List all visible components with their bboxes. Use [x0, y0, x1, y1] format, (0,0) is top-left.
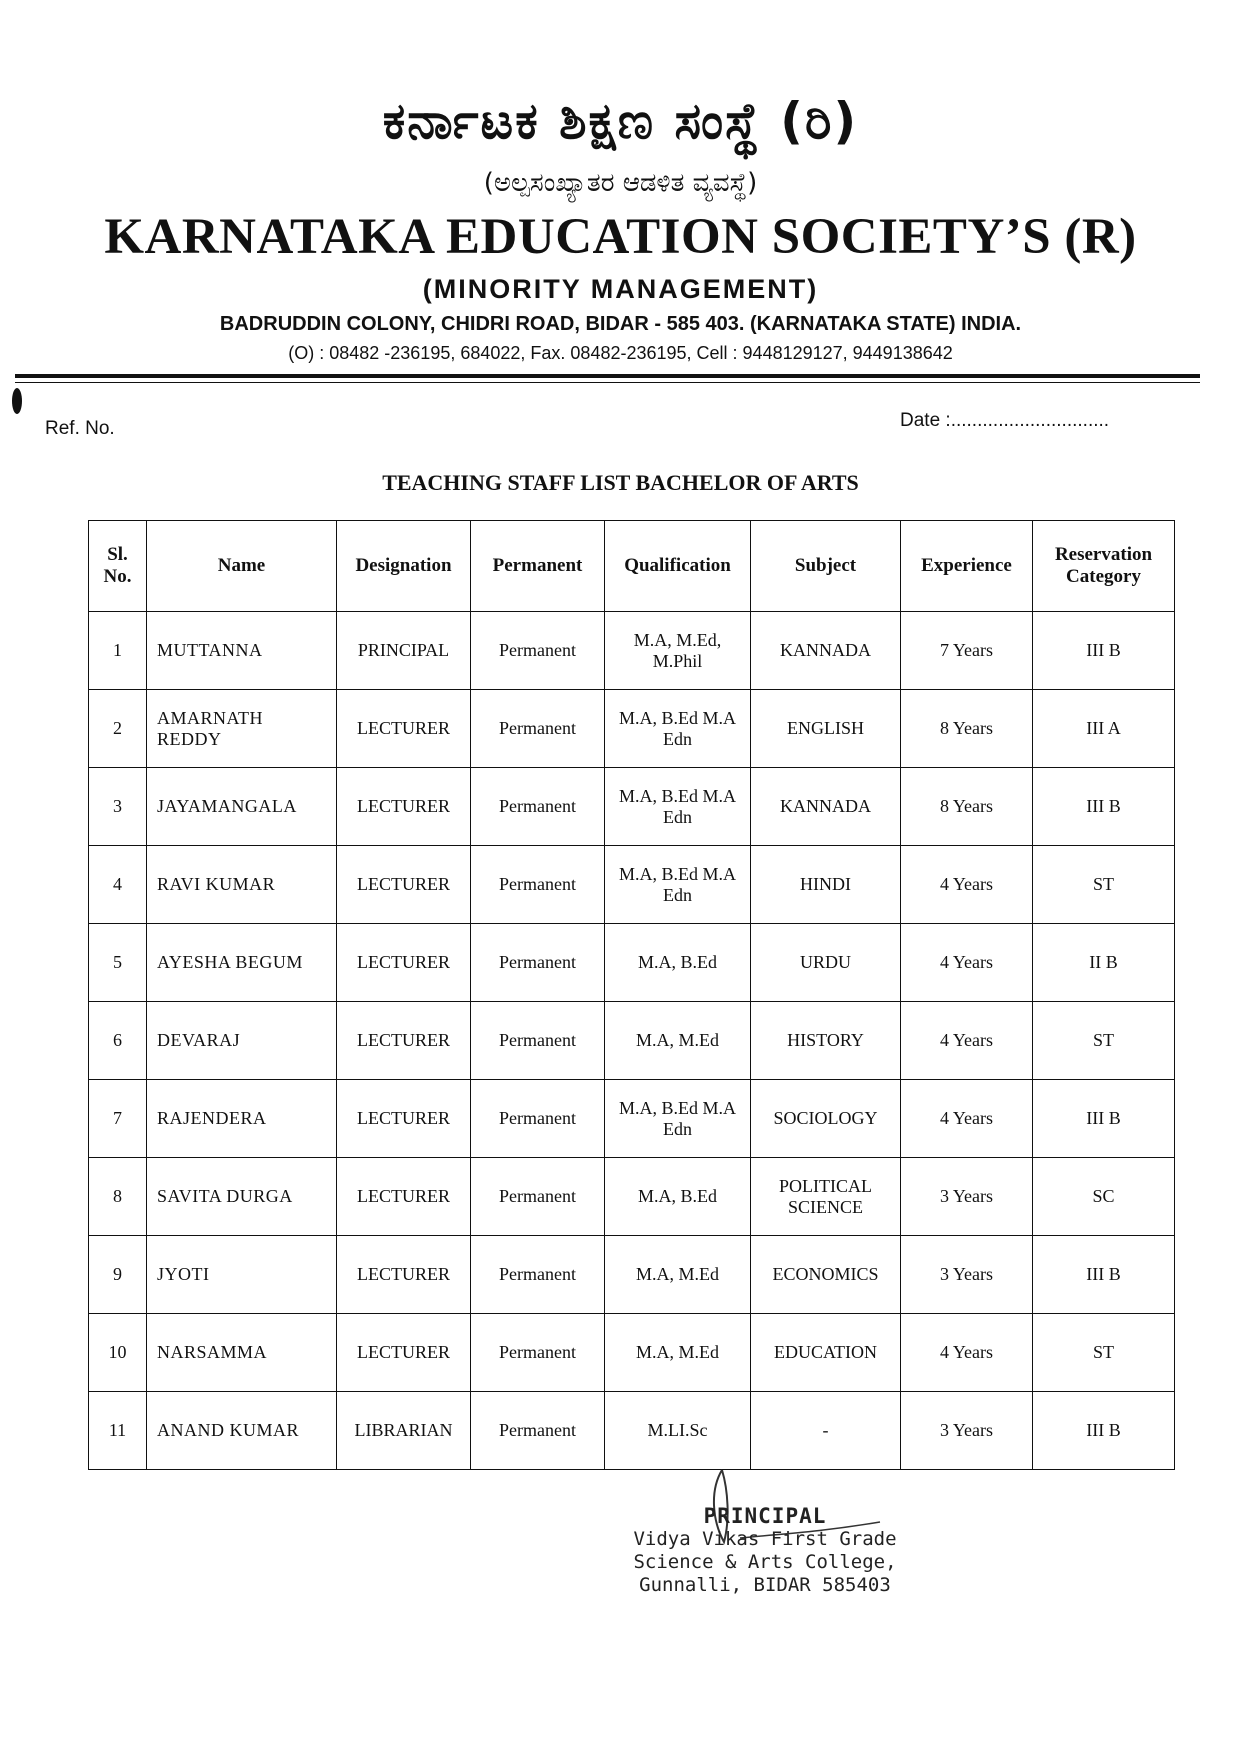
- table-cell: RAJENDERA: [147, 1080, 337, 1158]
- table-row: [89, 1314, 1175, 1392]
- kannada-subtitle: (ಅಲ್ಪಸಂಖ್ಯಾತರ ಆಡಳಿತ ವ್ಯವಸ್ಥೆ): [483, 168, 758, 198]
- table-cell: II B: [1033, 924, 1175, 1002]
- table-cell: M.LI.Sc: [605, 1392, 751, 1470]
- table-cell: Permanent: [471, 1080, 605, 1158]
- table-cell: Permanent: [471, 1158, 605, 1236]
- table-cell: III B: [1033, 1080, 1175, 1158]
- table-cell: III B: [1033, 1392, 1175, 1470]
- table-cell: MUTTANNA: [147, 612, 337, 690]
- table-cell: LECTURER: [337, 690, 471, 768]
- stamp-line: Science & Arts College,: [633, 1551, 897, 1573]
- table-cell: -: [751, 1392, 901, 1470]
- table-cell: ST: [1033, 1002, 1175, 1080]
- table-cell: SC: [1033, 1158, 1175, 1236]
- table-cell: Permanent: [471, 1236, 605, 1314]
- table-cell: M.A, B.Ed M.A Edn: [605, 768, 751, 846]
- table-cell: LECTURER: [337, 924, 471, 1002]
- table-cell: RAVI KUMAR: [147, 846, 337, 924]
- table-cell: AMARNATH REDDY: [147, 690, 337, 768]
- rule-ornament: [12, 388, 22, 414]
- table-cell: Permanent: [471, 1314, 605, 1392]
- table-cell: JAYAMANGALA: [147, 768, 337, 846]
- table-cell: SAVITA DURGA: [147, 1158, 337, 1236]
- column-header: Qualification: [605, 521, 751, 612]
- table-cell: 9: [89, 1236, 147, 1314]
- table-cell: SOCIOLOGY: [751, 1080, 901, 1158]
- column-header: Experience: [901, 521, 1033, 612]
- table-cell: III B: [1033, 1236, 1175, 1314]
- table-cell: 3 Years: [901, 1392, 1033, 1470]
- table-cell: Permanent: [471, 846, 605, 924]
- staff-table: [88, 520, 1175, 1470]
- table-cell: Permanent: [471, 924, 605, 1002]
- table-cell: LECTURER: [337, 1158, 471, 1236]
- table-cell: M.A, M.Ed: [605, 1236, 751, 1314]
- table-cell: LIBRARIAN: [337, 1392, 471, 1470]
- table-cell: HINDI: [751, 846, 901, 924]
- principal-stamp: [600, 1505, 930, 1597]
- table-header-row: [89, 521, 1175, 612]
- table-cell: NARSAMMA: [147, 1314, 337, 1392]
- table-cell: LECTURER: [337, 1080, 471, 1158]
- table-cell: M.A, M.Ed: [605, 1314, 751, 1392]
- table-cell: Permanent: [471, 1392, 605, 1470]
- table-cell: 7: [89, 1080, 147, 1158]
- table-cell: 6: [89, 1002, 147, 1080]
- table-cell: PRINCIPAL: [337, 612, 471, 690]
- table-cell: 4: [89, 846, 147, 924]
- table-cell: KANNADA: [751, 768, 901, 846]
- table-cell: POLITICAL SCIENCE: [751, 1158, 901, 1236]
- society-subtitle: (MINORITY MANAGEMENT): [422, 274, 819, 304]
- table-row: [89, 1158, 1175, 1236]
- column-header: Subject: [751, 521, 901, 612]
- table-cell: 2: [89, 690, 147, 768]
- table-cell: ST: [1033, 846, 1175, 924]
- table-cell: Permanent: [471, 690, 605, 768]
- list-title: TEACHING STAFF LIST BACHELOR OF ARTS: [382, 470, 859, 495]
- table-row: [89, 1392, 1175, 1470]
- table-cell: ST: [1033, 1314, 1175, 1392]
- table-cell: 5: [89, 924, 147, 1002]
- table-cell: M.A, B.Ed M.A Edn: [605, 1080, 751, 1158]
- table-cell: 3 Years: [901, 1158, 1033, 1236]
- column-header: Reservation Category: [1033, 521, 1175, 612]
- table-row: [89, 924, 1175, 1002]
- table-cell: ENGLISH: [751, 690, 901, 768]
- table-cell: 11: [89, 1392, 147, 1470]
- table-cell: 4 Years: [901, 1080, 1033, 1158]
- table-cell: M.A, M.Ed, M.Phil: [605, 612, 751, 690]
- column-header: Name: [147, 521, 337, 612]
- table-cell: 4 Years: [901, 1002, 1033, 1080]
- kannada-title: ಕರ್ನಾಟಕ ಶಿಕ್ಷಣ ಸಂಸ್ಥೆ (ರಿ): [382, 92, 859, 150]
- table-cell: LECTURER: [337, 846, 471, 924]
- date-label: Date :..............................: [900, 410, 1110, 431]
- column-header: Sl. No.: [89, 521, 147, 612]
- table-cell: III B: [1033, 768, 1175, 846]
- column-header: Designation: [337, 521, 471, 612]
- header-rule-thick: [15, 374, 1200, 378]
- table-row: [89, 690, 1175, 768]
- table-row: [89, 768, 1175, 846]
- table-cell: 4 Years: [901, 846, 1033, 924]
- table-cell: 7 Years: [901, 612, 1033, 690]
- table-cell: ANAND KUMAR: [147, 1392, 337, 1470]
- table-cell: 8 Years: [901, 768, 1033, 846]
- stamp-line: PRINCIPAL: [703, 1504, 827, 1528]
- table-cell: M.A, B.Ed: [605, 924, 751, 1002]
- table-cell: LECTURER: [337, 1236, 471, 1314]
- table-cell: Permanent: [471, 612, 605, 690]
- header-rule-thin: [15, 382, 1200, 383]
- stamp-line: Vidya Vikas First Grade: [633, 1528, 897, 1550]
- table-row: [89, 846, 1175, 924]
- table-row: [89, 612, 1175, 690]
- table-cell: 3 Years: [901, 1236, 1033, 1314]
- table-cell: URDU: [751, 924, 901, 1002]
- table-cell: 8: [89, 1158, 147, 1236]
- table-cell: III A: [1033, 690, 1175, 768]
- table-cell: Permanent: [471, 1002, 605, 1080]
- table-cell: M.A, B.Ed: [605, 1158, 751, 1236]
- table-cell: AYESHA BEGUM: [147, 924, 337, 1002]
- table-row: [89, 1236, 1175, 1314]
- table-cell: ECONOMICS: [751, 1236, 901, 1314]
- table-cell: JYOTI: [147, 1236, 337, 1314]
- table-cell: III B: [1033, 612, 1175, 690]
- stamp-line: Gunnalli, BIDAR 585403: [639, 1574, 891, 1596]
- table-cell: M.A, B.Ed M.A Edn: [605, 846, 751, 924]
- society-contact: (O) : 08482 -236195, 684022, Fax. 08482-236195, Cell : 9448129127, 9449138642: [288, 343, 953, 363]
- table-cell: LECTURER: [337, 1314, 471, 1392]
- table-cell: 1: [89, 612, 147, 690]
- table-cell: LECTURER: [337, 1002, 471, 1080]
- table-cell: M.A, M.Ed: [605, 1002, 751, 1080]
- table-row: [89, 1002, 1175, 1080]
- table-cell: DEVARAJ: [147, 1002, 337, 1080]
- table-cell: KANNADA: [751, 612, 901, 690]
- society-address: BADRUDDIN COLONY, CHIDRI ROAD, BIDAR - 585 403. (KARNATAKA STATE) INDIA.: [219, 313, 1022, 335]
- table-cell: EDUCATION: [751, 1314, 901, 1392]
- table-cell: 10: [89, 1314, 147, 1392]
- table-cell: 4 Years: [901, 924, 1033, 1002]
- column-header: Permanent: [471, 521, 605, 612]
- ref-number-label: Ref. No.: [45, 418, 115, 439]
- society-title: KARNATAKA EDUCATION SOCIETY’S (R): [104, 209, 1137, 265]
- table-cell: LECTURER: [337, 768, 471, 846]
- table-cell: M.A, B.Ed M.A Edn: [605, 690, 751, 768]
- table-cell: 3: [89, 768, 147, 846]
- table-cell: 8 Years: [901, 690, 1033, 768]
- staff-table-body: [89, 612, 1175, 1470]
- table-cell: 4 Years: [901, 1314, 1033, 1392]
- table-cell: HISTORY: [751, 1002, 901, 1080]
- table-cell: Permanent: [471, 768, 605, 846]
- table-row: [89, 1080, 1175, 1158]
